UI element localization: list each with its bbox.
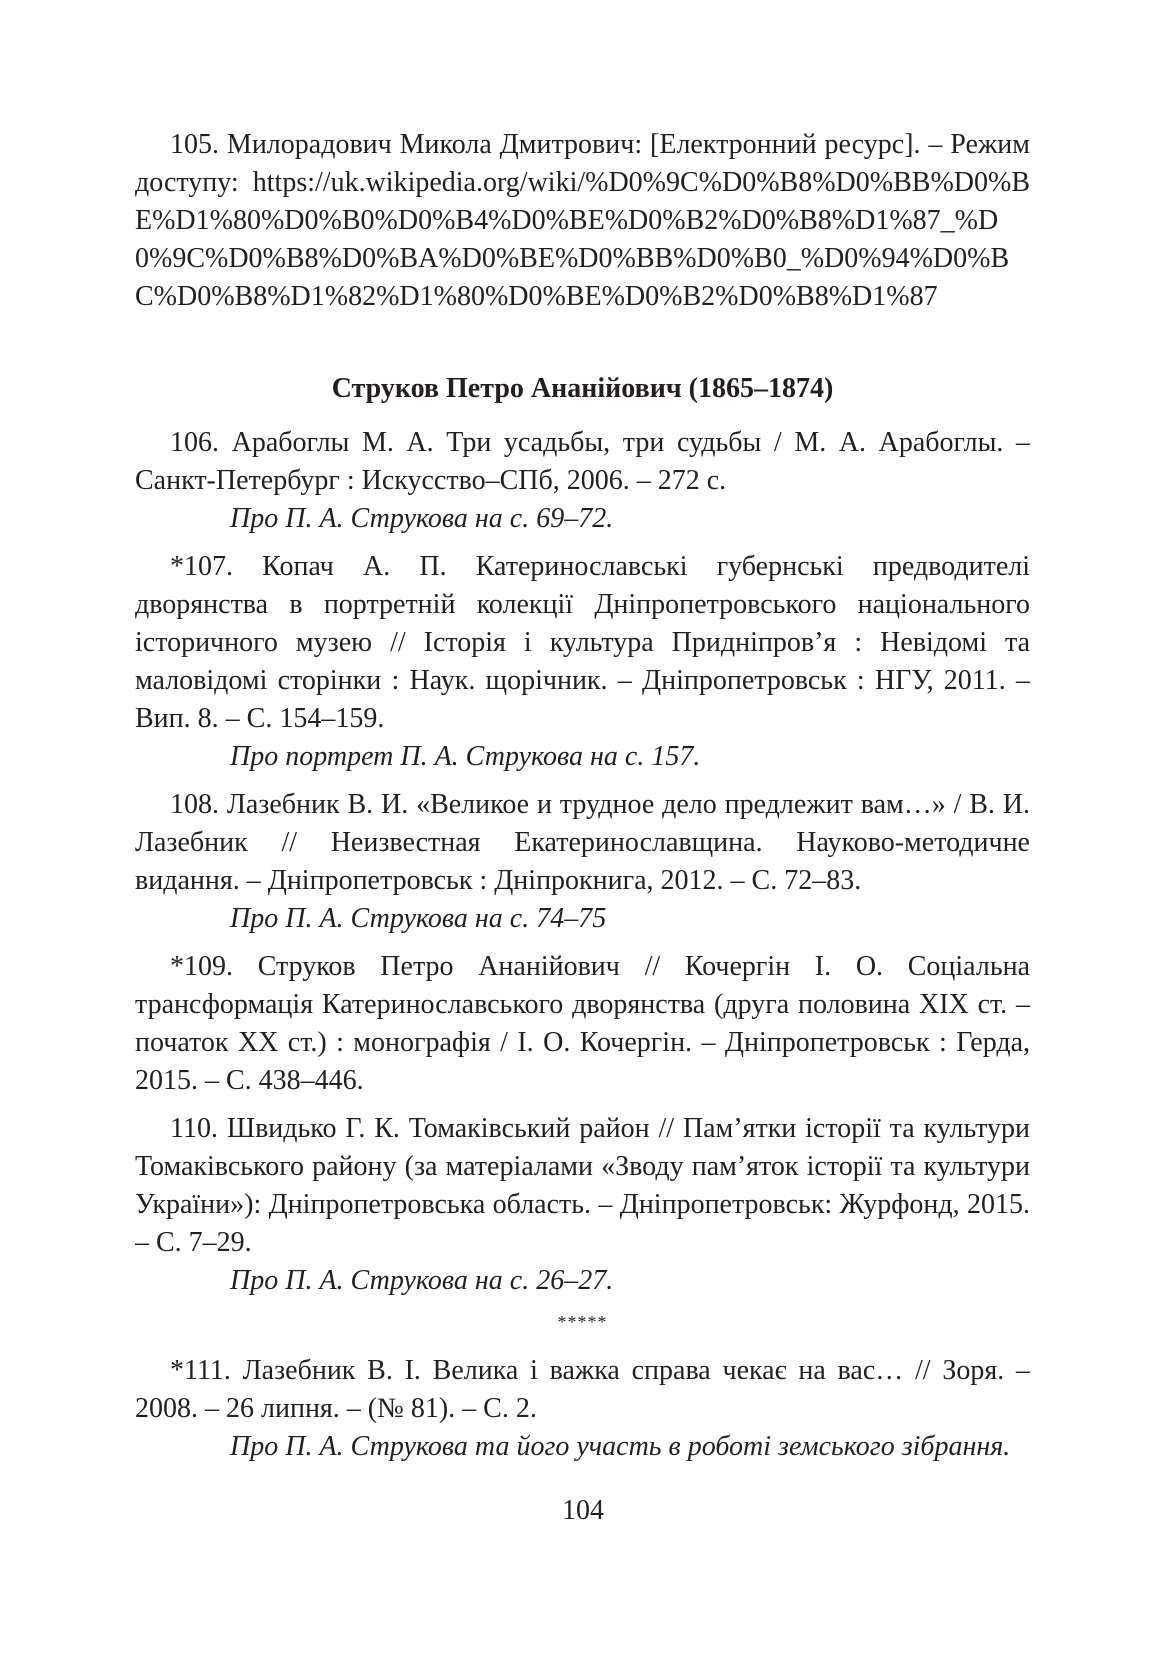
entry-107: *107. Копач А. П. Катеринославські губернські предводителі дворянства в портретній колекції Дніпропетровського національного історичного музею // Історія і культура Придніпров’я : Невідомі та маловідомі сторінки : Наук. щорічник. – Дніпропетровськ : НГУ, 2011. – Вип. 8. – С. 154–159. bbox=[135, 551, 1030, 734]
entry-108-note: Про П. А. Струкова на с. 74–75 bbox=[230, 903, 607, 934]
entry-105: 105. Милорадович Микола Дмитрович: [Електронний ресурс]. – Режим доступу: https://uk.wikipedia.org/wiki/%D0%9C%D0%B8%D0%BB%D0%BE%D1%80%D0%B0%D0%B4%D0%BE%D0%B2%D0%B8%D1%87_%D0%9C%D0%B8%D0%BA%D0%BE%D0%BB%D0%B0_%D0%94%D0%BC%D0%B8%D1%82%D1%80%D0%BE%D0%B2%D0%B8%D1%87 bbox=[135, 129, 1030, 312]
entry-111: *111. Лазебник В. І. Велика і важка справа чекає на вас… // Зоря. – 2008. – 26 липня. – (№ 81). – С. 2. bbox=[135, 1355, 1030, 1424]
entry-111-note: Про П. А. Струкова та його участь в роботі земського зібрання. bbox=[230, 1431, 1011, 1462]
entry-109: *109. Струков Петро Ананійович // Кочергін І. О. Соціальна трансформація Катеринославського дворянства (друга половина XIX ст. – початок XX ст.) : монографія / І. О. Кочергін. – Дніпропетровськ : Герда, 2015. – С. 438–446. bbox=[135, 951, 1030, 1096]
page-number: 104 bbox=[562, 1495, 604, 1526]
separator-stars: ***** bbox=[557, 1312, 608, 1332]
entry-110: 110. Швидько Г. К. Томаківський район // Пам’ятки історії та культури Томаківського району (за матеріалами «Зводу пам’яток історії та культури України»): Дніпропетровська область. – Дніпропетровськ: Журфонд, 2015. – С. 7–29. bbox=[135, 1113, 1030, 1258]
entry-106-note: Про П. А. Струкова на с. 69–72. bbox=[230, 503, 614, 534]
section-heading: Струков Петро Ананійович (1865–1874) bbox=[331, 373, 834, 404]
page-body bbox=[135, 126, 1030, 1466]
entry-107-note: Про портрет П. А. Струкова на с. 157. bbox=[230, 741, 701, 772]
entry-110-note: Про П. А. Струкова на с. 26–27. bbox=[230, 1265, 614, 1296]
entry-108: 108. Лазебник В. И. «Великое и трудное дело предлежит вам…» / В. И. Лазебник // Неизвестная Екатеринославщина. Науково-методичне видання. – Дніпропетровськ : Дніпрокнига, 2012. – С. 72–83. bbox=[135, 789, 1030, 896]
entry-106: 106. Арабоглы М. А. Три усадьбы, три судьбы / М. А. Арабоглы. – Санкт-Петербург : Искусство–СПб, 2006. – 272 с. bbox=[135, 427, 1030, 496]
